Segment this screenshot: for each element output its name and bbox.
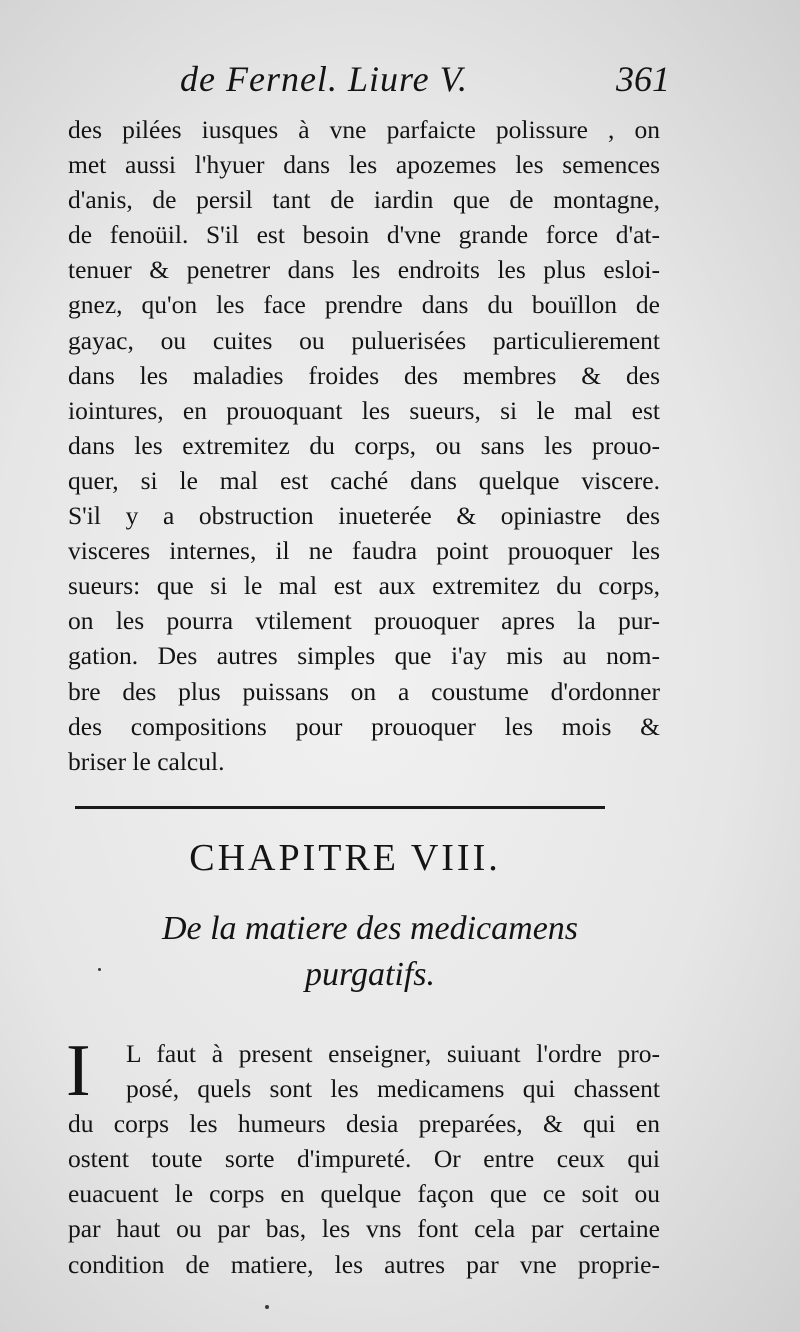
- page-number: 361: [616, 59, 670, 99]
- ink-speck: [265, 1305, 269, 1309]
- text-line: bre des plus puissans on a coustume d'ordonner: [68, 676, 660, 706]
- text-line: visceres internes, il ne faudra point prouoquer les: [68, 536, 660, 566]
- text-line: met aussi l'hyuer dans les apozemes les semences: [68, 150, 660, 180]
- text-line: on les pourra vtilement prouoquer apres la pur-: [68, 606, 660, 636]
- chapter-body: [66, 1030, 660, 1282]
- text-line: par haut ou par bas, les vns font cela par certaine: [68, 1214, 660, 1244]
- text-line: gnez, qu'on les face prendre dans du bouïllon de: [68, 290, 660, 320]
- chapter-title-line: purgatifs.: [304, 956, 436, 993]
- text-line: gation. Des autres simples que i'ay mis au nom-: [68, 641, 660, 671]
- text-line: dans les extremitez du corps, ou sans les prouo-: [68, 430, 660, 460]
- section-divider: [75, 806, 605, 809]
- text-line: L faut à present enseigner, suiuant l'ordre pro-: [126, 1039, 660, 1068]
- text-line: iointures, en prouoquant les sueurs, si le mal est: [68, 395, 660, 425]
- paragraph-continuation: [68, 112, 660, 779]
- text-line: gayac, ou cuites ou puluerisées particulierement: [68, 325, 660, 355]
- text-line: du corps les humeurs desia preparées, & qui en: [68, 1109, 660, 1139]
- text-line: des compositions pour prouoquer les mois &: [68, 711, 660, 741]
- running-head-title: de Fernel. Liure V.: [180, 59, 468, 99]
- text-line: posé, quels sont les medicamens qui chassent: [126, 1074, 660, 1104]
- text-line: d'anis, de persil tant de iardin que de montagne,: [68, 185, 660, 215]
- text-line: condition de matiere, les autres par vne proprie-: [68, 1249, 660, 1279]
- drop-cap: I: [66, 1030, 91, 1112]
- text-line: des pilées iusques à vne parfaicte polissure , on: [68, 115, 660, 144]
- chapter-title-line: De la matiere des medicamens: [161, 910, 579, 947]
- chapter-heading: CHAPITRE VIII.: [189, 837, 501, 879]
- text-line: euacuent le corps en quelque façon que ce soit ou: [68, 1179, 660, 1209]
- text-line: ostent toute sorte d'impureté. Or entre ceux qui: [68, 1144, 660, 1174]
- text-line: tenuer & penetrer dans les endroits les plus esloi-: [68, 255, 660, 285]
- text-line: briser le calcul.: [68, 746, 225, 776]
- text-line: quer, si le mal est caché dans quelque viscere.: [68, 465, 660, 495]
- text-line: dans les maladies froides des membres & des: [68, 360, 660, 390]
- chapter-title: [60, 906, 680, 998]
- text-line: sueurs: que si le mal est aux extremitez du corps,: [68, 571, 660, 601]
- text-line: S'il y a obstruction inueterée & opiniastre des: [68, 501, 660, 531]
- ink-speck: [98, 968, 101, 971]
- running-head: [180, 58, 670, 102]
- text-line: de fenoüil. S'il est besoin d'vne grande force d'at-: [68, 220, 660, 250]
